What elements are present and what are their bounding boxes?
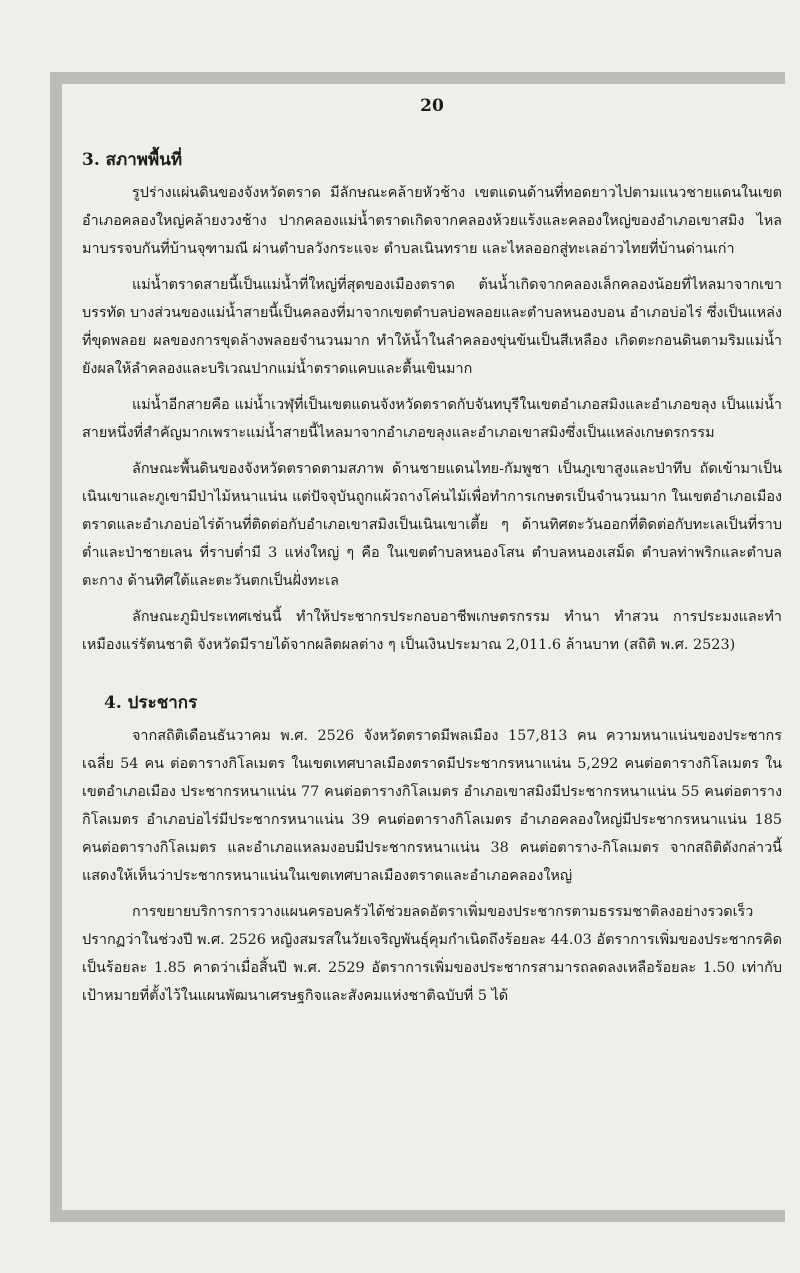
section-4-paragraph-2: การขยายบริการการวางแผนครอบครัวได้ช่วยลดอัตราเพิ่มของประชากรตามธรรมชาติลงอย่างรวดเร็ว ปรากฏว่าในช่วงปี พ.ศ. 2526 หญิงสมรสในวัยเจริญพันธุ์คุมกำเนิดถึงร้อยละ 44.03 อัตราการเพิ่มของประชากรคิดเป็นร้อยละ 1.85 คาดว่าเมื่อสิ้นปี พ.ศ. 2529 อัตราการเพิ่มของประชากรสามารถลดลงเหลือร้อยละ 1.50 เท่ากับเป้าหมายที่ตั้งไว้ในแผนพัฒนาเศรษฐกิจและสังคมแห่งชาติฉบับที่ 5 ได้ xyxy=(82,904,782,1004)
page-content xyxy=(82,96,782,1018)
section-3-paragraph-5: ลักษณะภูมิประเทศเช่นนี้ ทำให้ประชากรประกอบอาชีพเกษตรกรรม ทำนา ทำสวน การประมงและทำเหมืองแร่รัตนชาติ จังหวัดมีรายได้จากผลิตผลต่าง ๆ เป็นเงินประมาณ 2,011.6 ล้านบาท (สถิติ พ.ศ. 2523) xyxy=(82,609,782,653)
section-3-paragraph-3: แม่น้ำอีกสายคือ แม่น้ำเวฬุที่เป็นเขตแดนจังหวัดตราดกับจันทบุรีในเขตอำเภอสมิงและอำเภอขลุง เป็นแม่น้ำสายหนึ่งที่สำคัญมากเพราะแม่น้ำสายนี้ไหลมาจากอำเภอขลุงและอำเภอเขาสมิงซึ่งเป็นแหล่งเกษตรกรรม xyxy=(82,397,782,441)
section-3-paragraph-1: รูปร่างแผ่นดินของจังหวัดตราด มีลักษณะคล้ายหัวช้าง เขตแดนด้านที่ทอดยาวไปตามแนวชายแดนในเขตอำเภอคลองใหญ่คล้ายงวงช้าง ปากคลองแม่น้ำตราดเกิดจากคลองห้วยแร้งและคลองใหญ่ของอำเภอเขาสมิง ไหลมาบรรจบกันที่บ้านจุฑามณี ผ่านตำบลวังกระแจะ ตำบลเนินทราย และไหลออกสู่ทะเลอ่าวไทยที่บ้านด่านเก่า xyxy=(82,185,782,257)
section-4-heading: 4. ประชากร xyxy=(104,693,198,713)
section-3-paragraph-2: แม่น้ำตราดสายนี้เป็นแม่น้ำที่ใหญ่ที่สุดของเมืองตราด ต้นน้ำเกิดจากคลองเล็กคลองน้อยที่ไหลมาจากเขาบรรทัด บางส่วนของแม่น้ำสายนี้เป็นคลองที่มาจากเขตตำบลบ่อพลอยและตำบลหนองบอน อำเภอบ่อไร่ ซึ่งเป็นแหล่งที่ขุดพลอย ผลของการขุดล้างพลอยจำนวนมาก ทำให้น้ำในลำคลองขุ่นข้นเป็นสีเหลือง เกิดตะกอนดินตามริมแม่น้ำยังผลให้ลำคลองและบริเวณปากแม่น้ำตราดแคบและตื้นเขินมาก xyxy=(82,277,782,377)
section-4-paragraph-1: จากสถิติเดือนธันวาคม พ.ศ. 2526 จังหวัดตราดมีพลเมือง 157,813 คน ความหนาแน่นของประชากรเฉลี่ย 54 คน ต่อตารางกิโลเมตร ในเขตเทศบาลเมืองตราดมีประชากรหนาแน่น 5,292 คนต่อตารางกิโลเมตร ในเขตอำเภอเมือง ประชากรหนาแน่น 77 คนต่อตารางกิโลเมตร อำเภอเขาสมิงมีประชากรหนาแน่น 55 คนต่อตารางกิโลเมตร อำเภอบ่อไร่มีประชากรหนาแน่น 39 คนต่อตารางกิโลเมตร อำเภอคลองใหญ่มีประชากรหนาแน่น 185 คนต่อตารางกิโลเมตร และอำเภอแหลมงอบมีประชากรหนาแน่น 38 คนต่อตาราง-กิโลเมตร จากสถิติดังกล่าวนี้ แสดงให้เห็นว่าประชากรหนาแน่นในเขตเทศบาลเมืองตราดและอำเภอคลองใหญ่ xyxy=(82,728,782,884)
section-3-heading: 3. สภาพพื้นที่ xyxy=(82,150,183,170)
page-number: 20 xyxy=(420,96,444,116)
section-3-paragraph-4: ลักษณะพื้นดินของจังหวัดตราดตามสภาพ ด้านชายแดนไทย-กัมพูชา เป็นภูเขาสูงและป่าทึบ ถัดเข้ามาเป็นเนินเขาและภูเขามีป่าไม้หนาแน่น แต่ปัจจุบันถูกแผ้วถางโค่นไม้เพื่อทำการเกษตรเป็นจำนวนมาก ในเขตอำเภอเมืองตราดและอำเภอบ่อไร่ด้านที่ติดต่อกับอำเภอเขาสมิงเป็นเนินเขาเตี้ย ๆ ด้านทิศตะวันออกที่ติดต่อกับทะเลเป็นที่ราบต่ำและป่าชายเลน ที่ราบต่ำมี 3 แห่งใหญ่ ๆ คือ ในเขตตำบลหนองโสน ตำบลหนองเสม็ด ตำบลท่าพริกและตำบลตะกาง ด้านทิศใต้และตะวันตกเป็นฝั่งทะเล xyxy=(82,461,782,589)
